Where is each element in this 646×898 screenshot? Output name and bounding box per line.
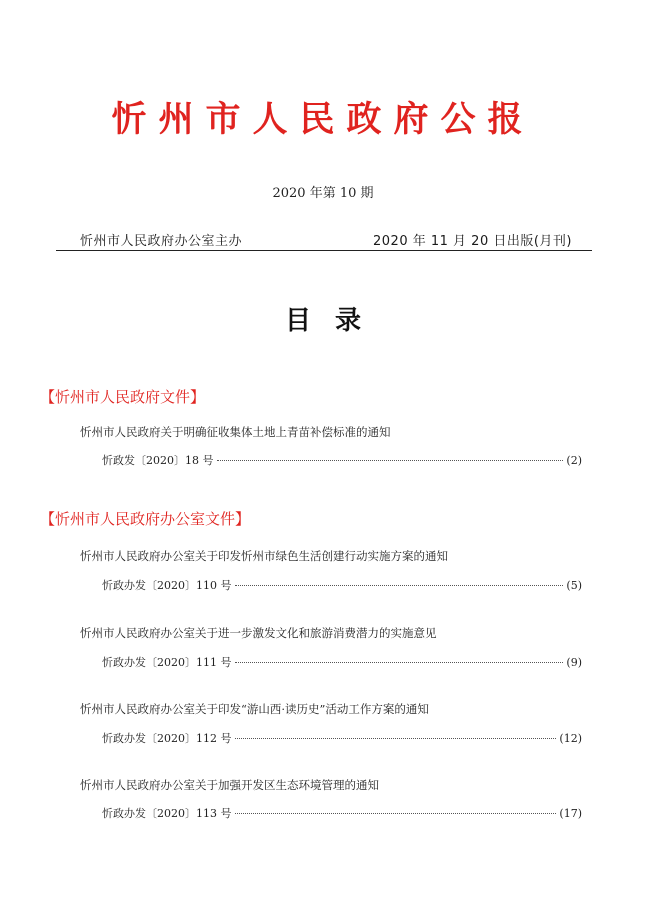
section-heading-government: 【忻州市人民政府文件】 [40, 388, 206, 406]
toc-entry-title[interactable]: 忻州市人民政府办公室关于印发“游山西·读历史”活动工作方案的通知 [80, 702, 429, 716]
dot-leader [235, 813, 557, 814]
toc-entry-title[interactable]: 忻州市人民政府办公室关于印发忻州市绿色生活创建行动实施方案的通知 [80, 549, 448, 563]
sponsor-text: 忻州市人民政府办公室主办 [80, 234, 243, 249]
dot-leader [235, 662, 564, 663]
header-divider [56, 250, 592, 251]
toc-entry-title[interactable]: 忻州市人民政府办公室关于进一步激发文化和旅游消费潜力的实施意见 [80, 626, 437, 640]
page-number: (2) [566, 454, 582, 467]
publication-date: 2020 年 11 月 20 日出版(月刊) [373, 234, 572, 249]
masthead-title: 忻州市人民政府公报 [111, 99, 535, 140]
toc-entry-line[interactable] [102, 730, 582, 746]
doc-number: 忻政办发〔2020〕111 号 [102, 656, 232, 669]
toc-entry-title[interactable]: 忻州市人民政府办公室关于加强开发区生态环境管理的通知 [80, 778, 379, 792]
toc-entry-title[interactable]: 忻州市人民政府关于明确征收集体土地上青苗补偿标准的通知 [80, 425, 391, 439]
issue-number: 2020 年第 10 期 [272, 186, 374, 201]
section-heading-office: 【忻州市人民政府办公室文件】 [40, 510, 251, 528]
toc-entry-line[interactable] [102, 654, 582, 670]
page-number: (9) [566, 656, 582, 669]
toc-entry-line[interactable] [102, 805, 582, 821]
page-number: (5) [566, 579, 582, 592]
doc-number: 忻政办发〔2020〕112 号 [102, 732, 232, 745]
dot-leader [235, 738, 557, 739]
toc-title: 目录 [284, 306, 385, 336]
doc-number: 忻政发〔2020〕18 号 [102, 454, 214, 467]
toc-entry-line[interactable] [102, 577, 582, 593]
doc-number: 忻政办发〔2020〕113 号 [102, 807, 232, 820]
toc-entry-line[interactable] [102, 452, 582, 468]
dot-leader [217, 460, 564, 461]
page-number: (17) [559, 807, 582, 820]
page-number: (12) [559, 732, 582, 745]
dot-leader [235, 585, 564, 586]
doc-number: 忻政办发〔2020〕110 号 [102, 579, 232, 592]
